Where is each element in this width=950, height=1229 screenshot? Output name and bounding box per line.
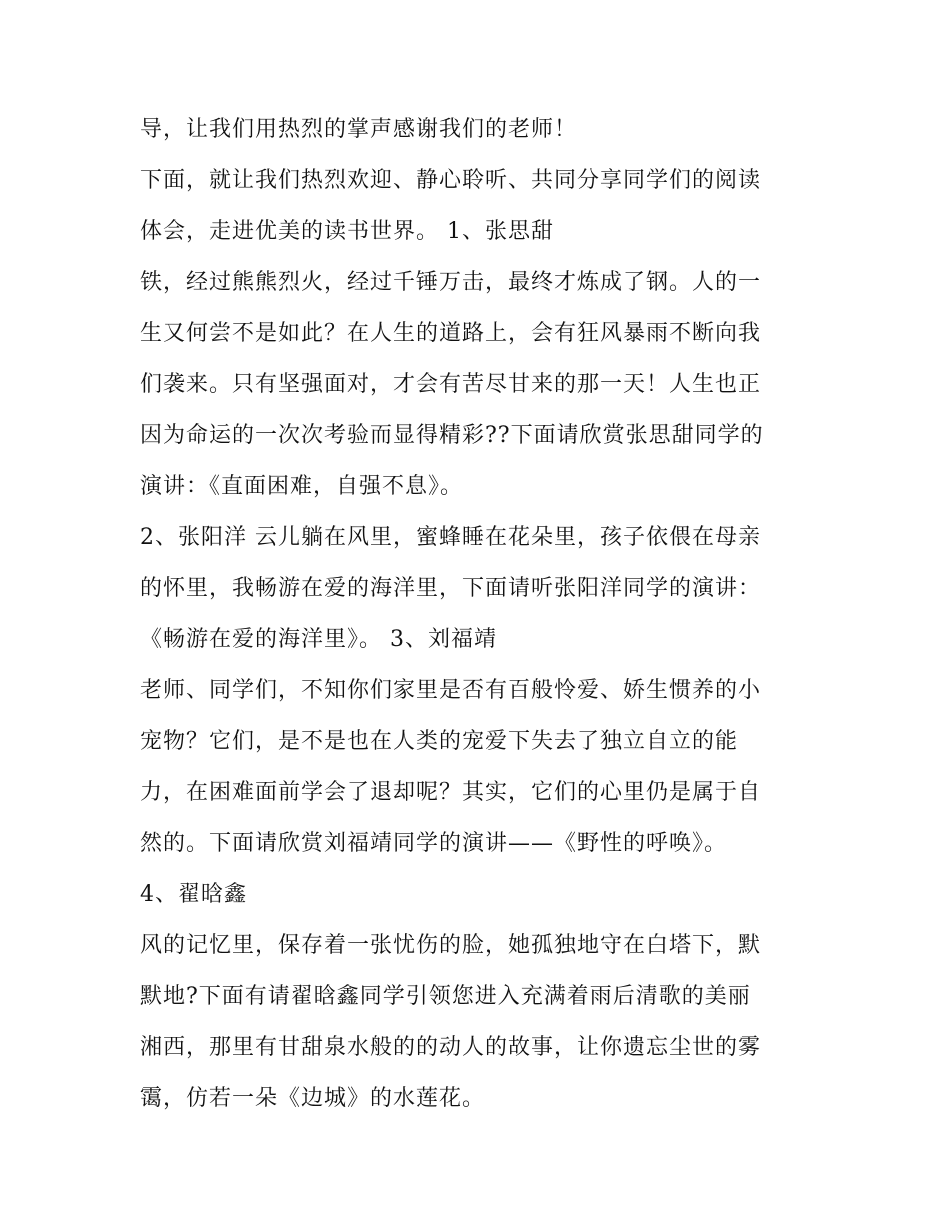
text-line: 体会，走进优美的读书世界。 1、张思甜 (140, 219, 554, 244)
text-line: 因为命运的一次次考验而显得精彩??下面请欣赏张思甜同学的 (140, 423, 764, 448)
text-line: 宠物？它们，是不是也在人类的宠爱下失去了独立自立的能 (140, 729, 739, 754)
text-line: 的怀里，我畅游在爱的海洋里，下面请听张阳洋同学的演讲： (140, 576, 762, 601)
text-line: 霭，仿若一朵《边城》的水莲花。 (140, 1086, 486, 1111)
text-line: 们袭来。只有坚强面对，才会有苦尽甘来的那一天！人生也正 (140, 372, 762, 397)
text-line: 生又何尝不是如此？在人生的道路上，会有狂风暴雨不断向我 (140, 321, 762, 346)
text-line: 4、翟晗鑫 (140, 882, 247, 907)
text-line: 湘西，那里有甘甜泉水般的的动人的故事，让你遗忘尘世的雾 (140, 1035, 762, 1060)
text-line: 然的。下面请欣赏刘福靖同学的演讲——《野性的呼唤》。 (140, 831, 728, 856)
text-line: 风的记忆里，保存着一张忧伤的脸，她孤独地守在白塔下，默 (140, 933, 762, 958)
text-line: 默地?下面有请翟晗鑫同学引领您进入充满着雨后清歌的美丽 (140, 984, 751, 1009)
body-text (140, 108, 820, 1128)
text-line: 《畅游在爱的海洋里》。 3、刘福靖 (140, 627, 497, 652)
text-line: 演讲：《直面困难，自强不息》。 (140, 474, 464, 499)
text-line: 导，让我们用热烈的掌声感谢我们的老师！ (140, 117, 578, 142)
text-line: 铁，经过熊熊烈火，经过千锤万击，最终才炼成了钢。人的一 (140, 270, 762, 295)
text-line: 2、张阳洋 云儿躺在风里，蜜蜂睡在花朵里，孩子依偎在母亲 (140, 525, 761, 550)
text-line: 下面，就让我们热烈欢迎、静心聆听、共同分享同学们的阅读 (140, 168, 762, 193)
text-line: 力，在困难面前学会了退却呢？其实，它们的心里仍是属于自 (140, 780, 762, 805)
text-line: 老师、同学们，不知你们家里是否有百般怜爱、娇生惯养的小 (140, 678, 762, 703)
